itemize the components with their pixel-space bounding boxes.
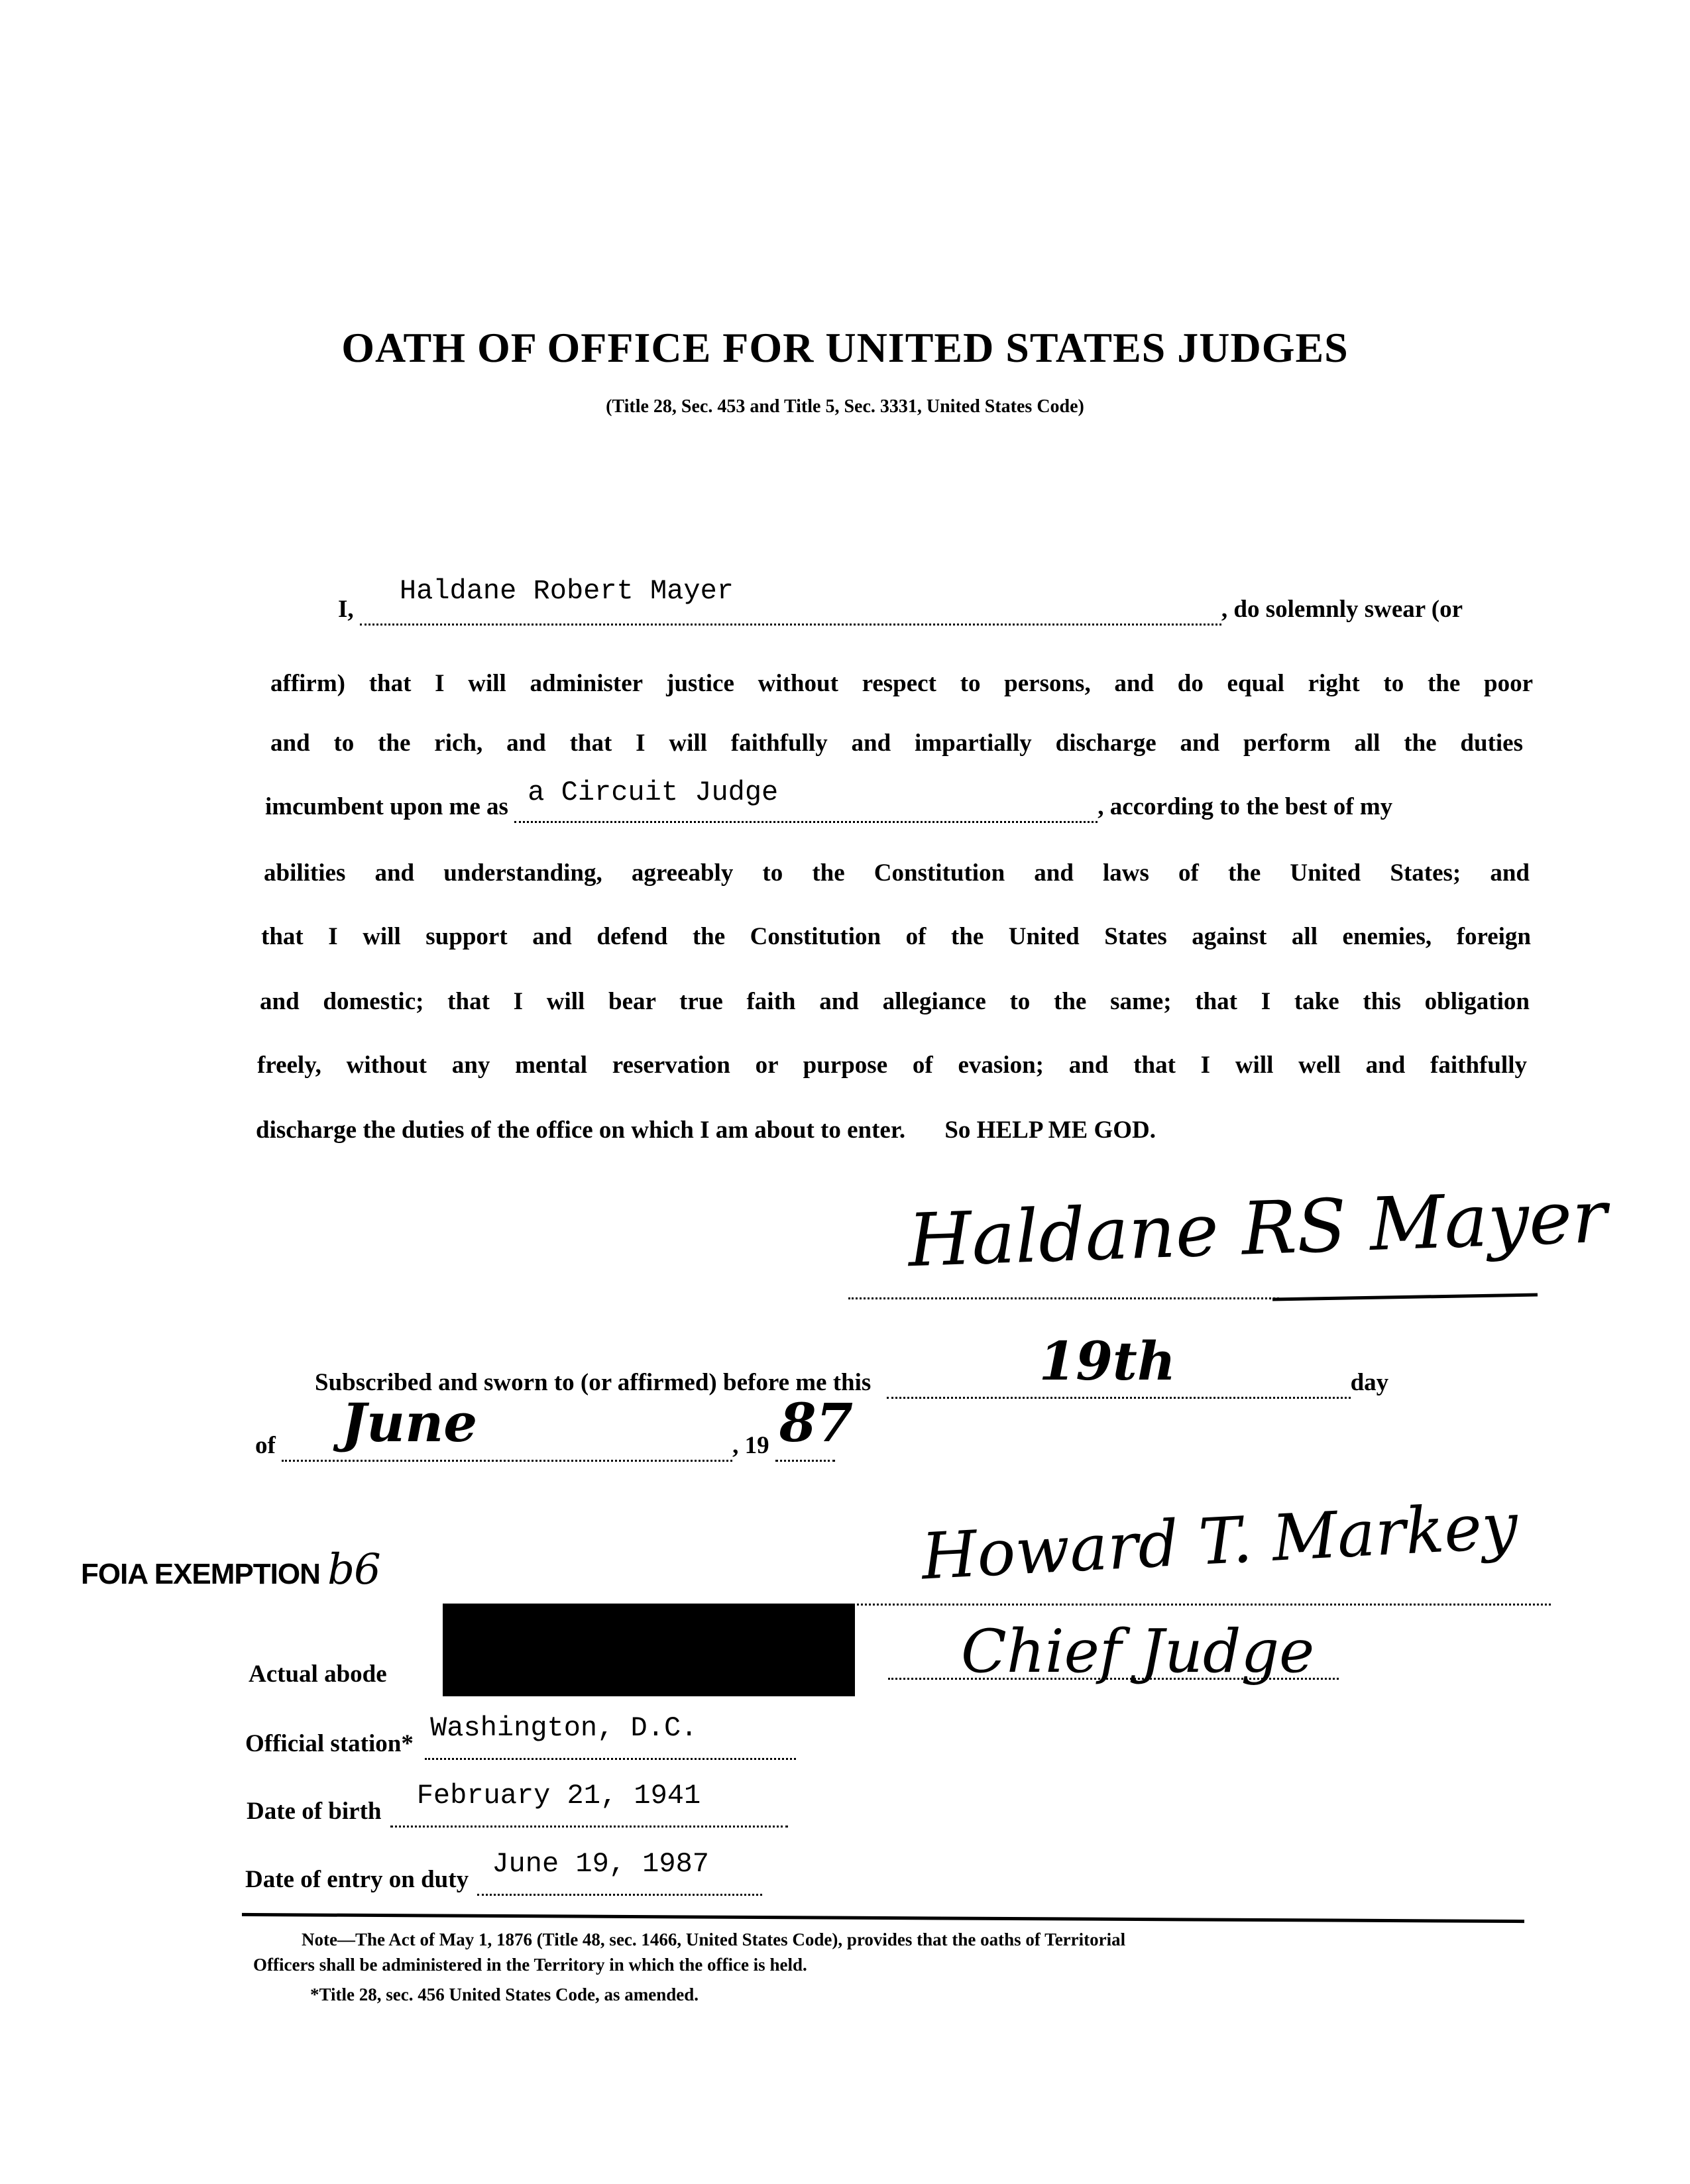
month-field [282,1392,732,1462]
position-field [514,777,1098,823]
oath-line-1-end: , do solemnly swear (or [1221,596,1463,623]
foia-label: FOIA EXEMPTION [81,1558,320,1590]
of-label: of [255,1432,276,1459]
judge-signature-underline [1272,1293,1538,1301]
name-field [360,575,1221,626]
birth-field [390,1780,788,1828]
oath-line-9 [256,1116,1156,1144]
document-subtitle: (Title 28, Sec. 453 and Title 5, Sec. 3331, United States Code) [606,396,1084,417]
oath-line-1 [338,575,1463,626]
day-field [887,1330,1351,1399]
officiant-title: Chief Judge [961,1617,1315,1686]
oath-closing: So HELP ME GOD. [944,1117,1156,1144]
officiant-signature: Howard T. Markey [919,1488,1520,1594]
foia-exemption-stamp [81,1545,380,1594]
station-value: Washington, D.C. [430,1712,698,1744]
note-line-2: Officers shall be administered in the Territory in which the office is held. [253,1955,807,1975]
oath-line-4-end: , according to the best of my [1098,793,1393,820]
day-value: 19th [1039,1330,1176,1392]
entry-label: Date of entry on duty [245,1866,469,1893]
entry-field [477,1848,762,1896]
footer-rule [242,1913,1524,1923]
name-value: Haldane Robert Mayer [399,575,734,607]
station-field [425,1712,796,1760]
station-label: Official station* [245,1730,414,1757]
entry-row [245,1848,762,1896]
position-value: a Circuit Judge [528,777,779,808]
entry-value: June 19, 1987 [492,1848,709,1880]
oath-line-2: affirm) that I will administer justice without respect to persons, and do equal right to the poor [270,670,1533,697]
oath-line-5: abilities and understanding, agreeably to the Constitution and laws of the United States; and [264,859,1530,887]
asterisk-note: *Title 28, sec. 456 United States Code, as amended. [310,1985,699,2004]
oath-opening: I, [338,596,354,623]
month-line [255,1392,854,1462]
oath-line-6: that I will support and defend the Constitution of the United States against all enemies, foreign [261,923,1531,950]
year-field [775,1392,854,1462]
birth-label: Date of birth [247,1798,382,1825]
oath-line-8: freely, without any mental reservation or purpose of evasion; and that I will well and faithfully [257,1052,1527,1079]
birth-value: February 21, 1941 [416,1780,701,1812]
sworn-text: Subscribed and sworn to (or affirmed) before me this [315,1369,872,1396]
oath-line-7: and domestic; that I will bear true faith and allegiance to the same; that I take this obligation [260,988,1530,1015]
oath-line-4-start: imcumbent upon me as [265,793,508,820]
redaction-block [443,1604,855,1696]
month-value: June [341,1392,478,1454]
judge-signature: Haldane RS Mayer [907,1174,1608,1283]
year-value: 87 [779,1392,854,1454]
document-title: OATH OF OFFICE FOR UNITED STATES JUDGES [341,324,1349,371]
foia-code: b6 [327,1545,380,1594]
abode-label: Actual abode [249,1661,387,1688]
oath-line-9-text: discharge the duties of the office on which I am about to enter. [256,1117,906,1144]
oath-line-3: and to the rich, and that I will faithfully and impartially discharge and perform all the duties [270,730,1523,757]
station-row [245,1712,796,1760]
birth-row [247,1780,788,1828]
year-prefix: , 19 [732,1432,769,1459]
day-label: day [1350,1369,1389,1396]
note-line-1: Note—The Act of May 1, 1876 (Title 48, sec. 1466, United States Code), provides that the oaths of Territorial [302,1930,1126,1949]
oath-line-4 [265,777,1393,823]
